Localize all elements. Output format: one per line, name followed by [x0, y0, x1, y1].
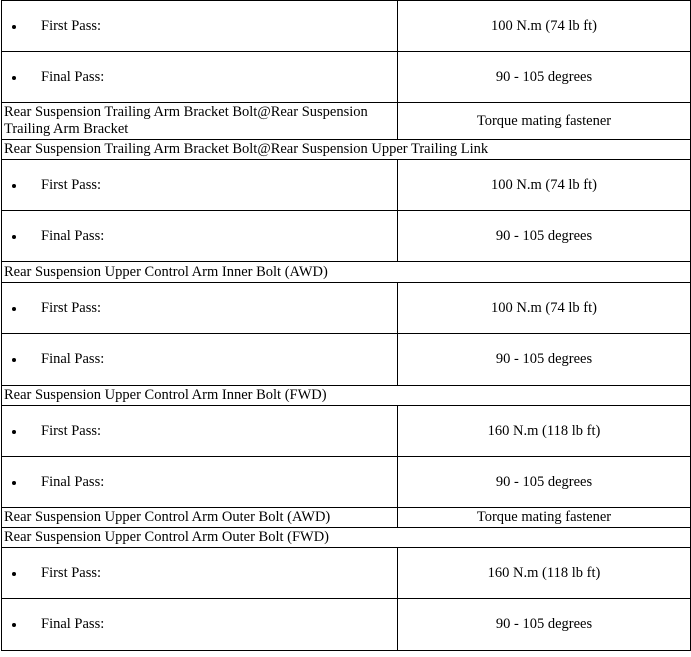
torque-value: Torque mating fastener	[398, 103, 691, 140]
pass-label: • Final Pass:	[26, 351, 395, 368]
table-row	[2, 406, 691, 457]
pass-label: • First Pass:	[26, 300, 395, 317]
torque-value: 100 N.m (74 lb ft)	[398, 283, 691, 334]
table-row	[2, 508, 691, 528]
pass-list	[4, 565, 395, 582]
fastener-name: Rear Suspension Trailing Arm Bracket Bolt@Rear Suspension Upper Trailing Link	[2, 140, 691, 160]
pass-label-cell	[2, 1, 398, 52]
pass-list	[4, 351, 395, 368]
pass-list	[4, 423, 395, 440]
fastener-name: Rear Suspension Upper Control Arm Inner Bolt (AWD)	[2, 262, 691, 283]
table-row	[2, 283, 691, 334]
pass-label-cell	[2, 334, 398, 386]
pass-label: • Final Pass:	[26, 69, 395, 86]
torque-spec-table	[1, 0, 691, 651]
fastener-name: Rear Suspension Upper Control Arm Inner Bolt (FWD)	[2, 386, 691, 406]
pass-label-cell	[2, 599, 398, 651]
pass-label: • Final Pass:	[26, 616, 395, 633]
pass-label: • First Pass:	[26, 423, 395, 440]
torque-value: 160 N.m (118 lb ft)	[398, 548, 691, 599]
pass-label-cell	[2, 211, 398, 262]
fastener-name: Rear Suspension Upper Control Arm Outer Bolt (AWD)	[2, 508, 398, 528]
pass-list	[4, 18, 395, 35]
torque-value: 90 - 105 degrees	[398, 211, 691, 262]
pass-label-cell	[2, 52, 398, 103]
table-row	[2, 334, 691, 386]
table-row	[2, 211, 691, 262]
torque-value: 90 - 105 degrees	[398, 334, 691, 386]
torque-value: 160 N.m (118 lb ft)	[398, 406, 691, 457]
fastener-header-row	[2, 140, 691, 160]
table-row	[2, 52, 691, 103]
pass-label-cell	[2, 160, 398, 211]
table-row	[2, 160, 691, 211]
pass-label: • First Pass:	[26, 565, 395, 582]
pass-list	[4, 228, 395, 245]
fastener-header-row	[2, 386, 691, 406]
pass-list	[4, 616, 395, 633]
fastener-name: Rear Suspension Upper Control Arm Outer Bolt (FWD)	[2, 528, 691, 548]
table-row	[2, 457, 691, 508]
torque-value: 90 - 105 degrees	[398, 52, 691, 103]
torque-value: 90 - 105 degrees	[398, 457, 691, 508]
pass-label: • First Pass:	[26, 177, 395, 194]
torque-value: 100 N.m (74 lb ft)	[398, 160, 691, 211]
pass-list	[4, 474, 395, 491]
pass-label-cell	[2, 283, 398, 334]
fastener-header-row	[2, 528, 691, 548]
pass-label: • Final Pass:	[26, 228, 395, 245]
pass-label: • Final Pass:	[26, 474, 395, 491]
table-row	[2, 548, 691, 599]
pass-label-cell	[2, 548, 398, 599]
torque-value: Torque mating fastener	[398, 508, 691, 528]
torque-spec-table-body	[2, 1, 691, 651]
pass-label: • First Pass:	[26, 18, 395, 35]
pass-label-cell	[2, 406, 398, 457]
torque-value: 90 - 105 degrees	[398, 599, 691, 651]
fastener-header-row	[2, 262, 691, 283]
pass-list	[4, 69, 395, 86]
fastener-name: Rear Suspension Trailing Arm Bracket Bolt@Rear Suspension Trailing Arm Bracket	[2, 103, 398, 140]
pass-list	[4, 177, 395, 194]
table-row	[2, 599, 691, 651]
table-row	[2, 1, 691, 52]
pass-label-cell	[2, 457, 398, 508]
pass-list	[4, 300, 395, 317]
table-row	[2, 103, 691, 140]
torque-value: 100 N.m (74 lb ft)	[398, 1, 691, 52]
